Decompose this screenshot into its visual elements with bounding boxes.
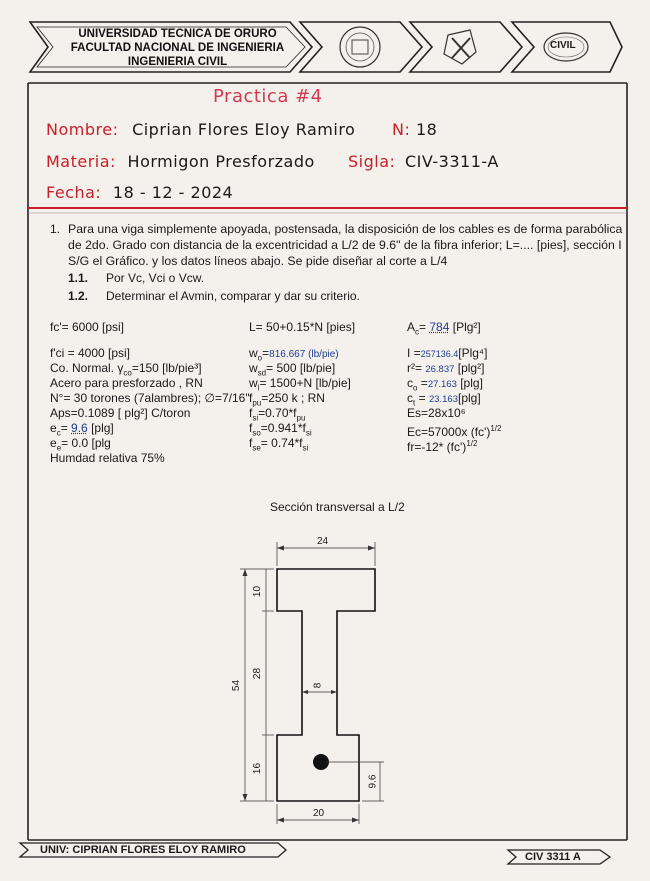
- es-row: Es=28x10⁶: [407, 406, 466, 420]
- ec-row: $e_c= 9.6$ [plg]: [50, 421, 114, 438]
- fc-value: fc'= 6000 [psi]: [50, 320, 125, 334]
- fecha-value: 18 - 12 - 2024: [112, 183, 234, 202]
- wo-handwritten: 816.667 (lb/pie): [269, 349, 339, 360]
- materia-row: [46, 152, 315, 171]
- numero-row: [392, 120, 437, 139]
- i-row: I =257136.4[Plg⁴]: [407, 346, 488, 360]
- nombre-value: Ciprian Flores Eloy Ramiro: [132, 120, 356, 139]
- conormal-row: Co. Normal. $\gamma_{co}=150$ [lb/pie³]: [50, 361, 202, 378]
- fse-row: $f_{se}= 0.74*f_{si}$: [249, 436, 309, 453]
- university-name: UNIVERSIDAD TECNICA DE ORURO: [78, 28, 277, 40]
- career-name: INGENIERIA CIVIL: [127, 56, 228, 68]
- numero-value: 18: [415, 120, 438, 139]
- problem-line-3: S/G el Gráfico. y los datos líneos abajo. Se pide diseñar al corte a L/4: [68, 254, 448, 268]
- fpu-row: $f_{pu}=250$ k ; RN: [249, 391, 325, 408]
- problem-line-2: de 2do. Grado con distancia de la excentricidad a L/2 de 9.6" de la fibra inferior; L=.... [pies], sección I: [68, 238, 622, 252]
- problem-number: 1.: [50, 222, 61, 236]
- dim-ecc: 9.6: [367, 774, 379, 789]
- materia-value: Hormigon Presforzado: [127, 152, 315, 171]
- header-text: [55, 27, 300, 69]
- faculty-name: FACULTAD NACIONAL DE INGENIERIA: [70, 42, 285, 54]
- numero-label: N:: [392, 120, 411, 139]
- dim-web: 28: [252, 667, 264, 680]
- practice-title: Practica #4: [213, 86, 323, 107]
- sigla-row: [348, 152, 499, 171]
- ac-handwritten: 784: [429, 320, 450, 334]
- wsd-row: $w_{sd}= 500$ [lb/pie]: [249, 361, 336, 378]
- dim-flange-top: 10: [252, 585, 264, 598]
- r2-handwritten: 26.837: [425, 364, 455, 375]
- fso-row: $f_{so}=0.941*f_{si}$: [249, 421, 312, 438]
- dim-top: 24: [317, 536, 329, 547]
- r2-row: r²= 26.837 [plg²]: [407, 361, 485, 375]
- ec-handwritten: 9.6: [71, 421, 88, 435]
- i-handwritten: 257136.4: [420, 349, 459, 359]
- sub2-text: Determinar el Avmin, comparar y dar su criterio.: [106, 289, 360, 303]
- co-row: $c_o =27.163$ [plg]: [407, 376, 483, 393]
- sigla-value: CIV-3311-A: [405, 152, 499, 171]
- torones-row: N°= 30 torones (7alambres); ∅=7/16": [50, 391, 250, 405]
- wo-row: $w_o=816.667$ (lb/pie): [249, 346, 339, 363]
- materia-label: Materia:: [46, 152, 116, 171]
- dim-flange-bot: 16: [252, 762, 264, 775]
- sub1-number: 1.1.: [68, 271, 89, 285]
- sigla-label: Sigla:: [348, 152, 396, 171]
- L-value: L= 50+0.15*N [pies]: [249, 320, 356, 334]
- fecha-label: Fecha:: [46, 183, 102, 202]
- nombre-row: [46, 120, 355, 139]
- fr-row: fr=-12* $(fc')^{1/2}$: [407, 439, 478, 454]
- sub1-text: Por Vc, Vci o Vcw.: [106, 271, 205, 285]
- wl-row: $w_l= 1500+N$ [lb/pie]: [249, 376, 351, 393]
- sub2-number: 1.2.: [68, 289, 89, 303]
- fecha-row: [46, 183, 233, 202]
- problem-line-1: Para una viga simplemente apoyada, postensada, la disposición de los cables es de forma parabólica: [68, 222, 623, 236]
- civil-logo-text: CIVIL: [550, 40, 576, 51]
- humedad-row: Humdad relativa 75%: [50, 451, 165, 465]
- ec2-row: Ec=57000x $(fc')^{1/2}$: [407, 424, 502, 439]
- ct-row: $c_t = 23.163[plg]$: [407, 391, 481, 408]
- dim-total: 54: [231, 679, 243, 692]
- footer-course: CIV 3311 A: [525, 851, 581, 863]
- co-handwritten: 27.163: [427, 379, 457, 390]
- ac-row: $A_c= 784$ [Plg²]: [407, 320, 481, 337]
- ct-handwritten: 23.163: [428, 394, 458, 405]
- acero-row: Acero para presforzado , RN: [50, 376, 203, 390]
- aps-row: Aps=0.1089 [ plg²] C/toron: [50, 406, 191, 420]
- dim-bottom: 20: [313, 808, 325, 819]
- footer-author: UNIV: CIPRIAN FLORES ELOY RAMIRO: [40, 844, 246, 856]
- dim-web-width: 8: [312, 682, 324, 689]
- nombre-label: Nombre:: [46, 120, 119, 139]
- figure-title: Sección transversal a L/2: [270, 500, 405, 514]
- fsi-row: $f_{si}=0.70*f_{pu}$: [249, 406, 306, 423]
- fci-value: f'ci = 4000 [psi]: [50, 346, 131, 360]
- ee-row: $e_e= 0.0$ [plg: [50, 436, 111, 453]
